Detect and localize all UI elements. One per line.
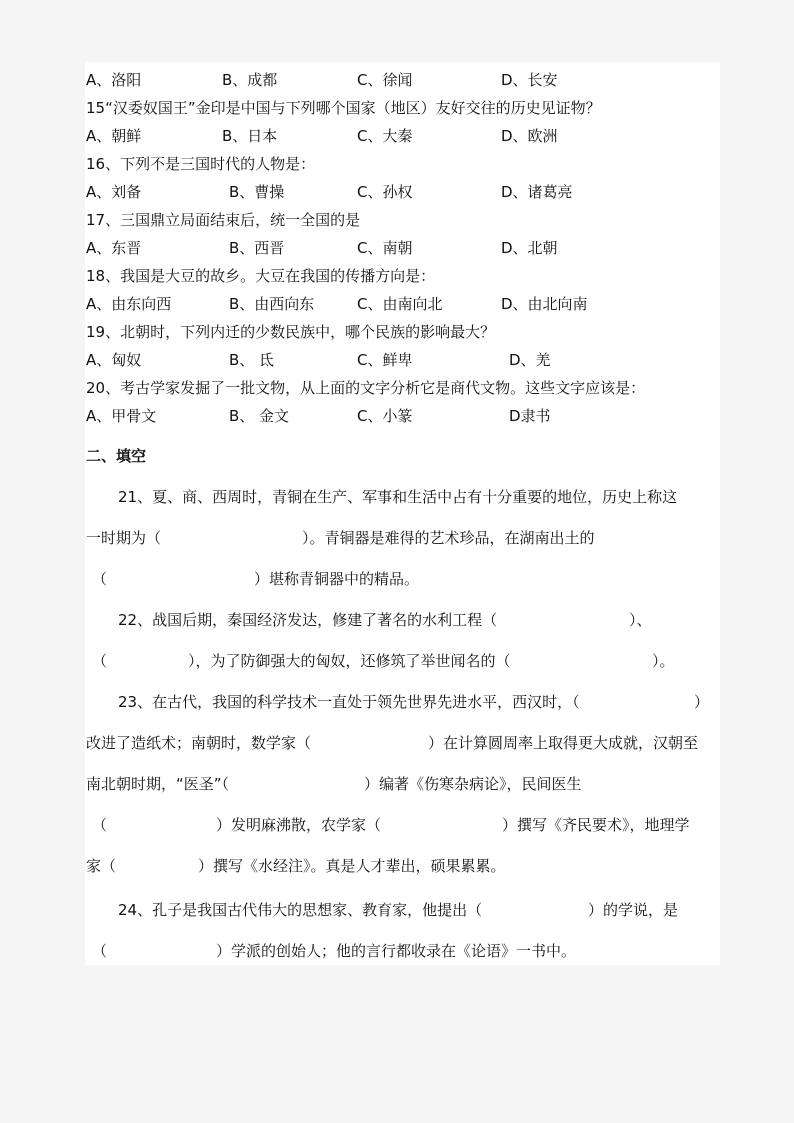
q21-line-3b: ）堪称青铜器中的精品。 bbox=[254, 570, 420, 588]
q21-line-2b: ）。青铜器是难得的艺术珍品，在湖南出土的 bbox=[302, 529, 595, 547]
q19-option-d: D、羌 bbox=[509, 351, 551, 369]
q22-line-2c: ）。 bbox=[652, 652, 675, 670]
q23-line-3b: ）编著《伤寒杂病论》，民间医生 bbox=[364, 775, 582, 793]
q14-option-a: A、洛阳 bbox=[86, 71, 142, 89]
q17-option-a: A、东晋 bbox=[86, 239, 142, 257]
q23-line-5b: ）撰写《水经注》。真是人才辈出，硕果累累。 bbox=[198, 857, 506, 875]
q16-option-d: D、诸葛亮 bbox=[501, 183, 573, 201]
q16-option-b: B、曹操 bbox=[229, 183, 285, 201]
q21-line-2a: 一时期为（ bbox=[86, 529, 162, 547]
q18-option-a: A、由东向西 bbox=[86, 295, 172, 313]
q21-line-1: 21、夏、商、西周时，青铜在生产、军事和生活中占有十分重要的地位，历史上称这 bbox=[118, 488, 678, 506]
q23-line-5a: 家（ bbox=[86, 857, 117, 875]
q15-option-c: C、大秦 bbox=[357, 127, 413, 145]
q14-option-c: C、徐闻 bbox=[357, 71, 413, 89]
q15-option-b: B、日本 bbox=[222, 127, 278, 145]
q17-option-d: D、北朝 bbox=[501, 239, 558, 257]
q23-line-4c: ）撰写《齐民要术》，地理学 bbox=[502, 816, 690, 834]
q24-line-2b: ）学派的创始人；他的言行都收录在《论语》一书中。 bbox=[216, 942, 577, 960]
q23-line-4b: ）发明麻沸散，农学家（ bbox=[216, 816, 382, 834]
q15-stem: 15“汉委奴国王”金印是中国与下列哪个国家（地区）友好交往的历史见证物？ bbox=[86, 99, 601, 117]
q19-option-a: A、匈奴 bbox=[86, 351, 142, 369]
q24-line-2a: （ bbox=[92, 942, 108, 960]
q14-option-b: B、成都 bbox=[222, 71, 278, 89]
section-title-fill-in: 二、填空 bbox=[86, 447, 147, 465]
q20-option-b: B、 金文 bbox=[229, 407, 290, 425]
q19-option-c: C、鲜卑 bbox=[357, 351, 413, 369]
q15-option-d: D、欧洲 bbox=[501, 127, 558, 145]
q22-line-1a: 22、战国后期，秦国经济发达，修建了著名的水利工程（ bbox=[118, 611, 498, 629]
q23-line-1a: 23、在古代，我国的科学技术一直处于领先世界先进水平，西汉时，（ bbox=[118, 693, 580, 711]
q22-line-1b: ）、 bbox=[629, 611, 652, 629]
q23-line-4a: （ bbox=[92, 816, 108, 834]
q18-stem: 18、我国是大豆的故乡。大豆在我国的传播方向是： bbox=[86, 267, 436, 285]
q23-line-2a: 改进了造纸术；南朝时，数学家（ bbox=[86, 734, 312, 752]
q20-option-a: A、甲骨文 bbox=[86, 407, 157, 425]
q17-option-b: B、西晋 bbox=[229, 239, 285, 257]
q23-line-1b: ） bbox=[694, 693, 710, 711]
q20-option-d: D隶书 bbox=[509, 407, 551, 425]
q24-line-1b: ）的学说，是 bbox=[588, 901, 679, 919]
q17-stem: 17、三国鼎立局面结束后，统一全国的是 bbox=[86, 211, 361, 229]
q20-stem: 20、考古学家发掘了一批文物，从上面的文字分析它是商代文物。这些文字应该是： bbox=[86, 379, 646, 397]
q22-line-2b: ），为了防御强大的匈奴，还修筑了举世闻名的（ bbox=[188, 652, 511, 670]
q23-line-3a: 南北朝时期，“医圣”（ bbox=[86, 775, 230, 793]
q23-line-2b: ）在计算圆周率上取得更大成就，汉朝至 bbox=[428, 734, 699, 752]
q14-option-d: D、长安 bbox=[501, 71, 558, 89]
q16-option-c: C、孙权 bbox=[357, 183, 413, 201]
q24-line-1a: 24、孔子是我国古代伟大的思想家、教育家，他提出（ bbox=[118, 901, 483, 919]
q15-option-a: A、朝鲜 bbox=[86, 127, 142, 145]
q18-option-b: B、由西向东 bbox=[229, 295, 315, 313]
q18-option-c: C、由南向北 bbox=[357, 295, 443, 313]
q17-option-c: C、南朝 bbox=[357, 239, 413, 257]
q16-option-a: A、刘备 bbox=[86, 183, 142, 201]
q20-option-c: C、小篆 bbox=[357, 407, 413, 425]
q19-option-b: B、 氐 bbox=[229, 351, 275, 369]
q16-stem: 16、下列不是三国时代的人物是： bbox=[86, 155, 316, 173]
q22-line-2a: （ bbox=[92, 652, 108, 670]
q18-option-d: D、由北向南 bbox=[501, 295, 588, 313]
q21-line-3a: （ bbox=[92, 570, 108, 588]
q19-stem: 19、北朝时，下列内迁的少数民族中，哪个民族的影响最大？ bbox=[86, 323, 496, 341]
